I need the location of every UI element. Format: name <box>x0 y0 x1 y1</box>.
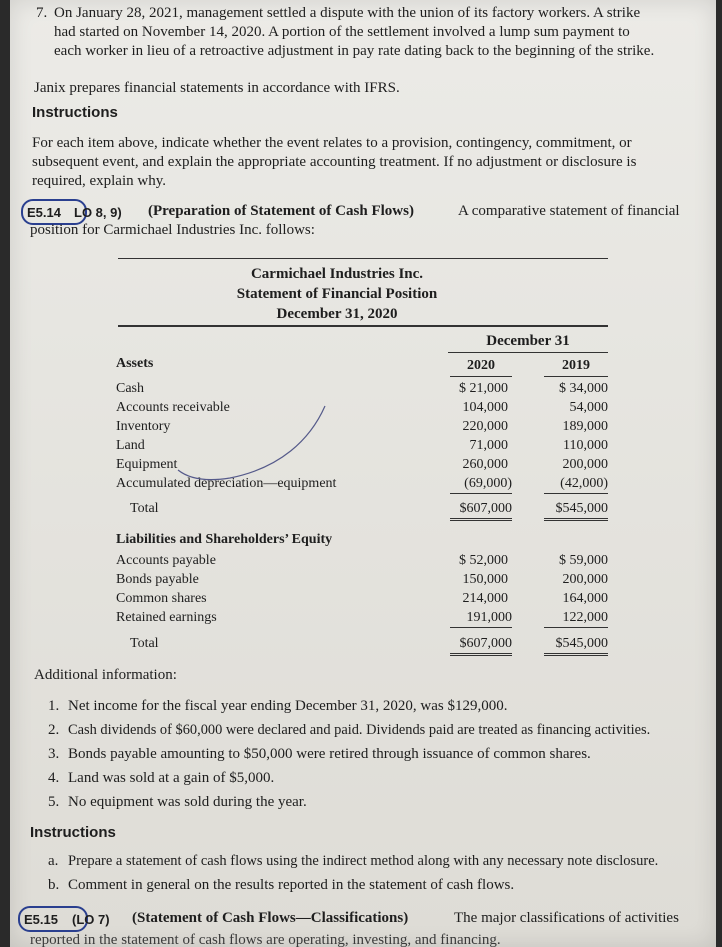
additional-item-text: No equipment was sold during the year. <box>68 794 307 810</box>
textbook-page <box>10 0 716 947</box>
liabilities-heading: Liabilities and Shareholders’ Equity <box>116 532 333 547</box>
instructions2-letter: b. <box>48 877 60 893</box>
instructions-line: subsequent event, and explain the appropriate accounting treatment. If no adjustment or disclosure is <box>32 154 637 170</box>
col-2019-header: 2019 <box>562 358 590 373</box>
liab-total-2019: $545,000 <box>544 636 608 656</box>
asset-row-2020: 220,000 <box>462 419 508 434</box>
col-group-rule <box>448 352 608 353</box>
liability-row-label: Bonds payable <box>116 572 199 587</box>
instructions-line: For each item above, indicate whether the event relates to a provision, contingency, commitment, or <box>32 135 632 151</box>
asset-row-2019: 54,000 <box>569 400 608 415</box>
statement-name: Statement of Financial Position <box>236 286 438 302</box>
asset-row-2020: 260,000 <box>462 457 508 472</box>
instructions-text <box>32 134 702 191</box>
assets-total-2020: $607,000 <box>450 501 512 521</box>
e515-cut-line: reported in the statement of cash flows are operating, investing, and financing. <box>30 932 501 947</box>
asset-row-2020: (69,000) <box>450 476 512 494</box>
col-group-header: December 31 <box>486 333 570 349</box>
asset-row-label: Cash <box>116 381 144 396</box>
asset-row-label: Accounts receivable <box>116 400 230 415</box>
item-7-text <box>54 4 704 61</box>
e514-desc-2: position for Carmichael Industries Inc. follows: <box>30 222 315 238</box>
liability-row-label: Common shares <box>116 591 207 606</box>
instructions2-text: Prepare a statement of cash flows using the indirect method along with any necessary note disclosure. <box>68 853 659 869</box>
e514-title: (Preparation of Statement of Cash Flows) <box>148 203 414 219</box>
liability-row-2019: $ 59,000 <box>559 553 608 568</box>
instructions-heading: Instructions <box>32 104 118 121</box>
pen-curve-mark <box>170 400 340 490</box>
asset-row-2019: 110,000 <box>563 438 608 453</box>
e514-desc-1: A comparative statement of financial <box>458 203 680 219</box>
additional-item-text: Cash dividends of $60,000 were declared and paid. Dividends paid are treated as financing activities. <box>68 722 651 738</box>
additional-item-text: Land was sold at a gain of $5,000. <box>68 770 275 786</box>
asset-row-2019: $ 34,000 <box>559 381 608 396</box>
instructions-line: required, explain why. <box>32 173 166 189</box>
additional-item-num: 5. <box>48 794 60 810</box>
additional-item-num: 2. <box>48 722 60 738</box>
additional-item-text: Net income for the fiscal year ending December 31, 2020, was $129,000. <box>68 698 508 714</box>
liability-row-label: Retained earnings <box>116 610 217 625</box>
assets-total-label: Total <box>130 501 159 516</box>
assets-heading: Assets <box>116 356 154 371</box>
additional-item-text: Bonds payable amounting to $50,000 were retired through issuance of common shares. <box>68 746 591 762</box>
assets-total-2019: $545,000 <box>544 501 608 521</box>
liability-row-2019: 200,000 <box>562 572 608 587</box>
asset-row-2019: (42,000) <box>544 476 608 494</box>
liability-row-label: Accounts payable <box>116 553 216 568</box>
e515-lo: (LO 7) <box>72 912 110 927</box>
instructions2-text: Comment in general on the results reported in the statement of cash flows. <box>68 877 515 893</box>
additional-item-num: 4. <box>48 770 60 786</box>
item-7-line: each worker in lieu of a retroactive adjustment in pay rate dating back to the beginning of the strike. <box>54 43 655 59</box>
liab-total-label: Total <box>130 636 159 651</box>
additional-item-num: 1. <box>48 698 60 714</box>
liability-row-2020: 191,000 <box>450 610 512 628</box>
col-2019-rule <box>544 376 608 377</box>
e515-desc: The major classifications of activities <box>454 910 679 926</box>
asset-row-2019: 189,000 <box>562 419 608 434</box>
instructions2-letter: a. <box>48 853 59 869</box>
item-7-line: had started on November 14, 2020. A portion of the settlement involved a lump sum payment to <box>54 24 630 40</box>
asset-row-2020: 71,000 <box>469 438 508 453</box>
asset-row-label: Equipment <box>116 457 178 472</box>
col-2020-header: 2020 <box>467 358 495 373</box>
additional-item-num: 3. <box>48 746 60 762</box>
asset-row-2020: 104,000 <box>462 400 508 415</box>
item-7-line: On January 28, 2021, management settled a dispute with the union of its factory workers. A strike <box>54 5 641 21</box>
asset-row-2020: $ 21,000 <box>459 381 508 396</box>
liability-row-2020: $ 52,000 <box>459 553 508 568</box>
asset-row-2019: 200,000 <box>562 457 608 472</box>
col-2020-rule <box>450 376 512 377</box>
company-name: Carmichael Industries Inc. <box>250 266 424 282</box>
asset-row-label: Land <box>116 438 145 453</box>
additional-heading: Additional information: <box>34 667 177 683</box>
statement-date: December 31, 2020 <box>276 306 398 322</box>
e515-id: E5.15 <box>24 912 58 927</box>
liability-row-2019: 122,000 <box>544 610 608 628</box>
liability-row-2019: 164,000 <box>562 591 608 606</box>
e514-lo: LO 8, 9) <box>74 205 122 220</box>
asset-row-label: Accumulated depreciation—equipment <box>116 476 337 491</box>
ifrs-note: Janix prepares financial statements in accordance with IFRS. <box>34 80 400 96</box>
asset-row-label: Inventory <box>116 419 171 434</box>
liab-total-2020: $607,000 <box>450 636 512 656</box>
liability-row-2020: 150,000 <box>462 572 508 587</box>
instructions2-heading: Instructions <box>30 824 116 841</box>
table-top-rule <box>118 258 608 259</box>
e515-title: (Statement of Cash Flows—Classifications) <box>132 910 409 926</box>
e514-id: E5.14 <box>27 205 61 220</box>
liability-row-2020: 214,000 <box>462 591 508 606</box>
heading-rule <box>118 325 608 327</box>
item-7-number: 7. <box>36 5 48 21</box>
